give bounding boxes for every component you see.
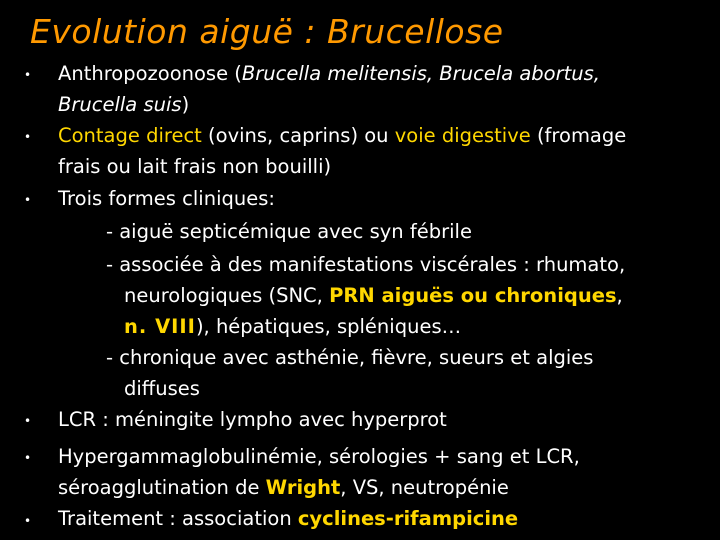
- bullet-marker: •: [24, 68, 32, 82]
- bullet-lcr: LCR : méningite lympho avec hyperprot: [58, 408, 447, 431]
- forme-associee: - associée à des manifestations viscérales : rhumato,: [106, 253, 626, 276]
- bullet-hypergamma-cont: [58, 476, 509, 500]
- bullet-anthropozoonose-cont: [58, 93, 189, 117]
- forme-chronique: - chronique avec asthénie, fièvre, sueurs et algies: [106, 346, 594, 369]
- cyclines-rifampicine-highlight: cyclines-rifampicine: [297, 507, 519, 530]
- voie-digestive-highlight: voie digestive: [394, 124, 531, 147]
- forme-associee-cont2: [124, 315, 461, 339]
- forme-aigue: - aiguë septicémique avec syn fébrile: [106, 220, 472, 243]
- traitement-text: Traitement : association: [58, 507, 298, 530]
- bullet-marker: •: [24, 514, 32, 528]
- neurologiques-suffix: ,: [616, 284, 623, 307]
- contage-text-1: (ovins, caprins) ou: [201, 124, 395, 147]
- prn-highlight: PRN aiguës ou chroniques: [329, 284, 617, 307]
- nerf-viii-highlight: n. VIII: [124, 315, 196, 338]
- bullet-contage-cont: frais ou lait frais non bouilli): [58, 155, 332, 178]
- forme-chronique-cont: diffuses: [124, 377, 200, 400]
- bullet-hypergamma: Hypergammaglobulinémie, sérologies + sang et LCR,: [58, 445, 580, 468]
- bullet-formes-cliniques: Trois formes cliniques:: [58, 187, 275, 210]
- bullet-marker: •: [24, 451, 32, 465]
- anthropozoonose-suffix: ): [181, 93, 190, 116]
- bullet-marker: •: [24, 130, 32, 144]
- forme-associee-cont: [124, 284, 623, 308]
- bullet-marker: •: [24, 414, 32, 428]
- bullet-traitement: [58, 507, 518, 531]
- anthropozoonose-prefix: Anthropozoonose (: [58, 62, 242, 85]
- neurologiques-text: neurologiques (SNC,: [124, 284, 330, 307]
- wright-highlight: Wright: [265, 476, 341, 499]
- contage-text-2: (fromage: [530, 124, 627, 147]
- vs-neutropenie-text: , VS, neutropénie: [340, 476, 509, 499]
- bullet-contage: [58, 124, 626, 148]
- bullet-anthropozoonose: [58, 62, 600, 86]
- brucella-species-list: Brucella melitensis, Brucela abortus,: [241, 62, 600, 85]
- slide-title: Evolution aiguë : Brucellose: [30, 12, 504, 51]
- seroagglutination-text: séroagglutination de: [58, 476, 266, 499]
- contage-direct-highlight: Contage direct: [58, 124, 202, 147]
- brucella-suis-text: Brucella suis: [58, 93, 182, 116]
- bullet-marker: •: [24, 193, 32, 207]
- hepatiques-text: ), hépatiques, spléniques…: [195, 315, 462, 338]
